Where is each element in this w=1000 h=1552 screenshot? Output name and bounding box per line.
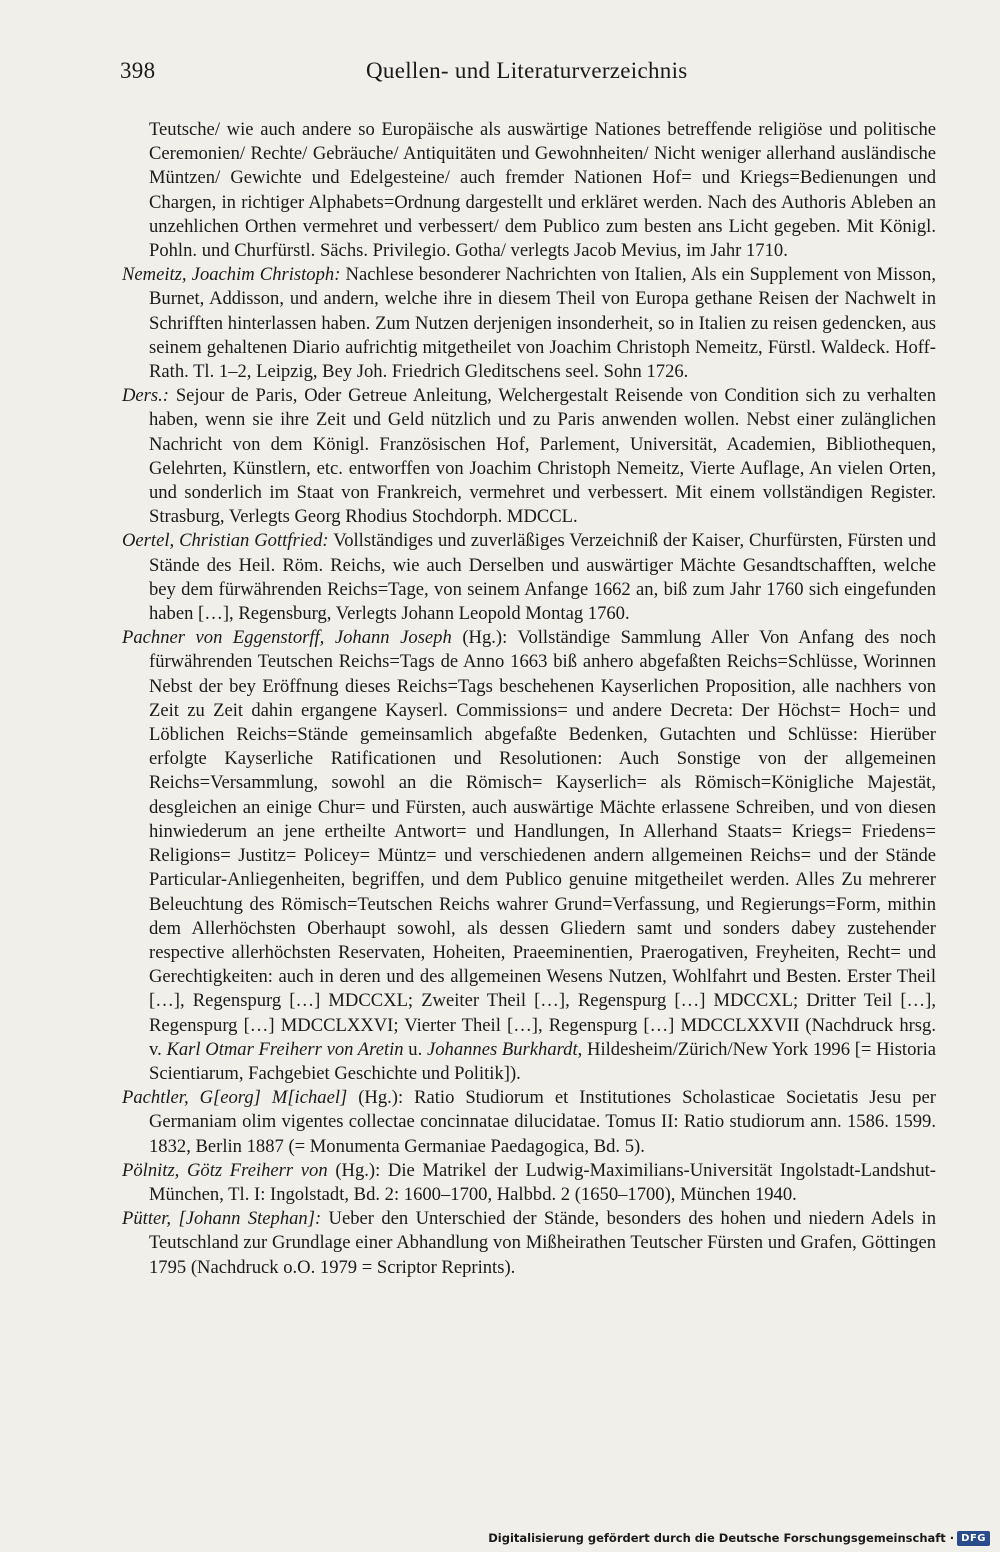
running-title: Quellen- und Literaturverzeichnis — [366, 58, 688, 83]
credit-text: Digitalisierung gefördert durch die Deutsche Forschungsgemeinschaft · — [488, 1531, 955, 1545]
bibliography-entry-puetter — [122, 1207, 936, 1280]
entry-text: Ueber den Unterschied der Stände, besonders des hohen und niedern Adels in Teutschland zur Grundlage einer Abhandlung von Mißheirathen Teutscher Fürsten und Grafen, Göttingen 1795 (Nachdruck o.O. 1979 = Scriptor Reprints). — [149, 1208, 936, 1278]
entry-author: Oertel, Christian Gottfried: — [122, 530, 329, 552]
bibliography-entry-nemeitz — [122, 263, 936, 384]
entry-editor: Johannes Burkhardt — [426, 1038, 578, 1060]
bibliography-entry-oertel — [122, 529, 936, 626]
entry-text: Nachlese besonderer Nachrichten von Italien, Als ein Supplement von Misson, Burnet, Addisson, und andern, welche ihre in diesem Theil von Europa gethane Reisen der Nachwelt in Schrifften hinterlassen haben. Zum Nutzen derjenigen insonderheit, so in Italien zu reisen gedencken, aus seinem gehaltenen Diario aufrichtig mitgetheilet von Joachim Christoph Nemeitz, Fürstl. Waldeck. Hoff-Rath. Tl. 1–2, Leipzig, Bey Joh. Friedrich Gleditschens seel. Sohn 1726. — [149, 264, 936, 383]
entry-text: (Hg.): Die Matrikel der Ludwig-Maximilians-Universität Ingolstadt-Landshut-München, Tl. I: Ingolstadt, Bd. 2: 1600–1700, Halbbd. 2 (1650–1700), München 1940. — [149, 1159, 936, 1205]
entry-author: Pölnitz, Götz Freiherr von — [122, 1159, 328, 1181]
page-number: 398 — [120, 58, 156, 83]
entry-author: Pütter, [Johann Stephan]: — [122, 1208, 322, 1230]
entry-text-mid: u. — [403, 1038, 427, 1060]
entry-text: (Hg.): Ratio Studiorum et Institutiones Scholasticae Societatis Jesu per Germaniam olim vigentes collectae concinnatae dilucidatae. Tomus II: Ratio studiorum ann. 1586. 1599. 1832, Berlin 1887 (= Monumenta Germaniae Paedagogica, Bd. 5). — [149, 1087, 936, 1157]
entry-author: Ders.: — [122, 385, 169, 407]
digitization-credit — [488, 1528, 990, 1548]
continued-entry: Teutsche/ wie auch andere so Europäische als auswärtige Nationes betreffende religiöse und politische Ceremonien/ Rechte/ Gebräuche/ Antiquitäten und Gewohnheiten/ Nicht weniger allerhand ausländische Müntzen/ Gewichte und Edelgesteine/ auch fremder Nationen Hof= und Kriegs=Bedienungen und Chargen, in richtiger Alphabets=Ordnung dargestellt und erkläret werden. Nach des Authoris Ableben an unzehlichen Orthen vermehret und verbessert/ dem Publico zum besten ans Licht gegeben. Mit Königl. Pohln. und Churfürstl. Sächs. Privilegio. Gotha/ verlegts Jacob Mevius, im Jahr 1710. — [149, 119, 936, 262]
entry-author: Pachner von Eggenstorff, Johann Joseph — [122, 627, 452, 649]
bibliography-entry-ders — [122, 384, 936, 529]
entry-text: Vollständiges und zuverläßiges Verzeichniß der Kaiser, Churfürsten, Fürsten und Stände des Heil. Röm. Reichs, wie auch Derselben und auswärtiger Mächte Gesandtschafften, welche bey dem fürwährenden Reichs=Tage, von seinem Anfange 1662 an, biß zum Jahr 1760 sich eingefunden haben […], Regensburg, Verlegts Johann Leopold Montag 1760. — [149, 530, 936, 625]
bibliography-entry-pachtler — [122, 1086, 936, 1159]
entry-author: Pachtler, G[eorg] M[ichael] — [122, 1087, 348, 1109]
page-header — [120, 58, 940, 92]
bibliography-entry-pachner — [122, 626, 936, 1086]
entry-text-tail: , Hildesheim/Zürich/New York 1996 [= Historia Scientiarum, Fachgebiet Geschichte und Politik]). — [149, 1038, 937, 1084]
entry-author: Nemeitz, Joachim Christoph: — [122, 264, 341, 286]
dfg-logo-icon: DFG — [957, 1531, 990, 1546]
entry-editor: Karl Otmar Freiherr von Aretin — [166, 1038, 404, 1060]
entry-text: Sejour de Paris, Oder Getreue Anleitung, Welchergestalt Reisende von Condition sich zu verhalten haben, wenn sie ihre Zeit und Geld nützlich und zu Paris anwenden wollen. Nebst einer zulänglichen Nachricht von dem Königl. Französischen Hof, Parlement, Universität, Academien, Bibliothequen, Gelehrten, Künstlern, etc. entworffen von Joachim Christoph Nemeitz, Vierte Auflage, An vielen Orten, und sonderlich im Staat von Frankreich, vermehret und verbessert. Mit einem vollständigen Register. Strasburg, Verlegts Georg Rhodius Stochdorph. MDCCL. — [149, 385, 936, 528]
bibliography-list — [122, 118, 936, 1280]
entry-text: (Hg.): Vollständige Sammlung Aller Von Anfang des noch fürwährenden Teutschen Reichs=Tags de Anno 1663 biß anhero abgefaßten Reichs=Schlüsse, Worinnen Nebst der bey Eröffnung dieses Reichs=Tags beschehenen Kayserlichen Proposition, alle nachhers von Zeit zu Zeit dahin ergangene Kayserl. Commissions= und andere Decreta: Der Höchst= Hoch= und Löblichen Reichs=Stände gemeinsamlich abgefaßte Bedenken, Gutachten und Schlüsse: Hierüber erfolgte Kayserliche Ratificationen und Resolutionen: Auch Sonstige von der allgemeinen Reichs=Versammlung, sowohl an die Römisch= Kayserlich= als Römisch=Königliche Majestät, desgleichen an einige Chur= und Fürsten, auch auswärtige Mächte erlassene Schreiben, und von diesen hinwiederum an jene ertheilte Antwort= und Handlungen, In Allerhand Staats= Kriegs= Friedens= Religions= Justitz= Policey= Müntz= und verschiedenen andern allgemeinen Reichs= und der Stände Particular-Anliegenheiten, begriffen, und dem Publico genuine mitgetheilet werden. Alles Zu mehrerer Beleuchtung des Römisch=Teutschen Reichs wahrer Grund=Verfassung, und Regierungs=Form, mithin dem Allerhöchsten Oberhaupt sowohl, als dessen Gliedern samt und sonders dabey zustehender respective allerhöchsten Reservaten, Hoheiten, Praeeminentien, Praerogativen, Freyheiten, Recht= und Gerechtigkeiten: auch in deren und des allgemeinen Wesens Nutzen, Wohlfahrt und Besten. Erster Theil […], Regenspurg […] MDCCXL; Zweiter Theil […], Regenspurg […] MDCCXL; Dritter Teil […], Regenspurg […] MDCCLXXVI; Vierter Theil […], Regenspurg […] MDCCLXXVII (Nachdruck hrsg. v. — [149, 627, 937, 1060]
bibliography-entry-poelnitz — [122, 1159, 936, 1207]
